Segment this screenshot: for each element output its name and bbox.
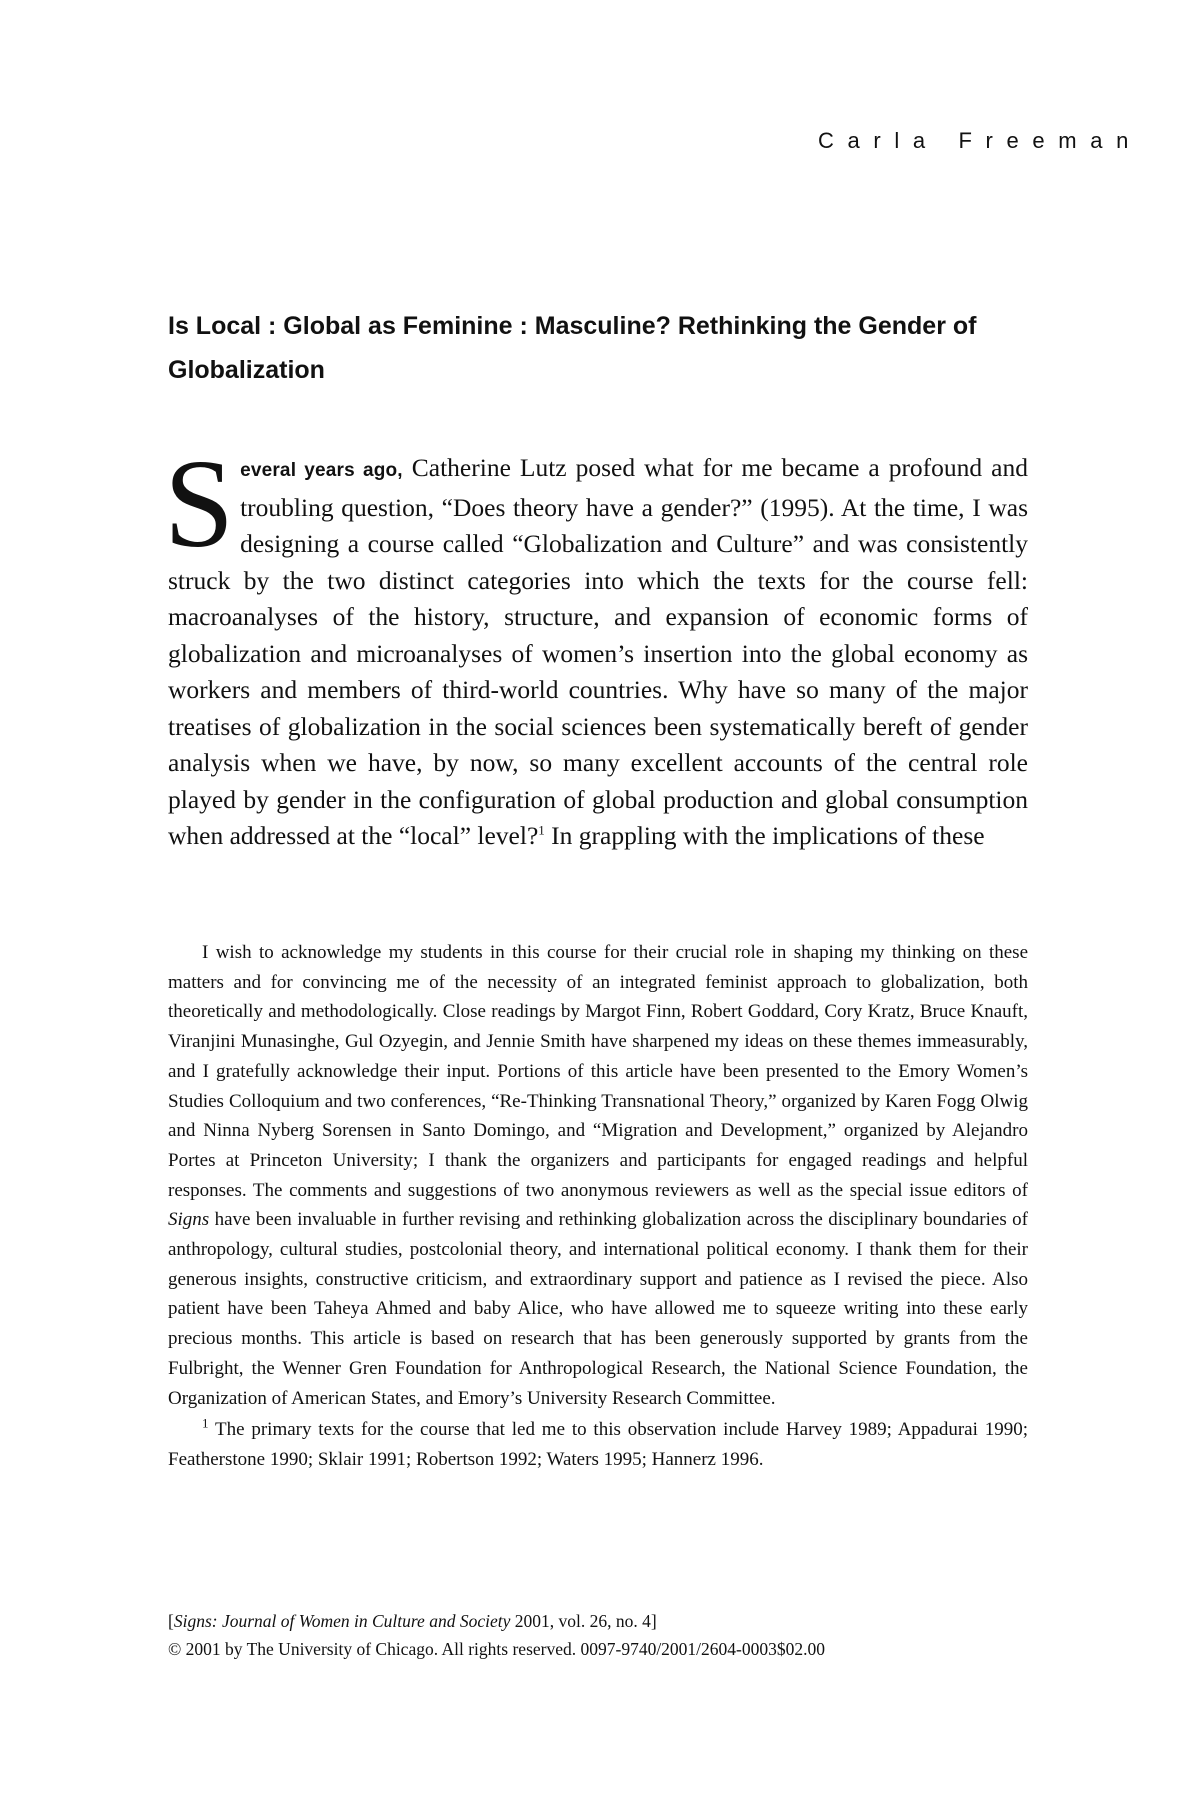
article-title: Is Local : Global as Feminine : Masculine? Rethinking the Gender of Globalization [168, 312, 977, 384]
citation-journal-name: Signs: Journal of Women in Culture and Society [173, 1611, 511, 1631]
running-head-author: Carla Freeman [817, 128, 1142, 153]
citation-details: 2001, vol. 26, no. 4] [510, 1611, 657, 1631]
acknowledgment-text: I wish to acknowledge my students in this course for their crucial role in shaping my thinking on these matters and for convincing me of the necessity of an integrated feminist approach to globalization, both theoretically and methodologically. Close readings by Margot Finn, Robert Goddard, Cory Kratz, Bruce Knauft, Viranjini Munasinghe, Gul Ozyegin, and Jennie Smith have sharpened my ideas on these themes immeasurably, and I gratefully acknowledge their input. Portions of this article have been presented to the Emory Women’s Studies Colloquium and two conferences, “Re-Thinking Transnational Theory,” organized by Karen Fogg Olwig and Ninna Nyberg Sorensen in Santo Domingo, and “Migration and Development,” organized by Alejandro Portes at Princeton University; I thank the organizers and participants for engaged readings and helpful responses. The comments and suggestions of two anonymous reviewers as well as the special issue editors of [168, 942, 1028, 1201]
footnote-1 [168, 1415, 1028, 1474]
lead-in-text: everal years ago, [240, 460, 403, 481]
body-text-continued: In grappling with the implications of these [544, 821, 985, 850]
acknowledgment-text-continued: have been invaluable in further revising and rethinking globalization across the disciplinary boundaries of anthropology, cultural studies, postcolonial theory, and international political economy. I thank them for their generous insights, constructive criticism, and extraordinary support and patience as I revised the piece. Also patient have been Taheya Ahmed and baby Alice, who have allowed me to squeeze writing into these early precious months. This article is based on research that has been generously supported by grants from the Fulbright, the Wenner Gren Foundation for Anthropological Research, the National Science Foundation, the Organization of American States, and Emory’s University Research Committee. [168, 1209, 1028, 1409]
citation-block [168, 1607, 1028, 1663]
acknowledgment-note [168, 938, 1028, 1413]
footnotes-section [168, 938, 1028, 1475]
footnote-1-text: The primary texts for the course that led me to this observation include Harvey 1989; Appadurai 1990; Featherstone 1990; Sklair 1991; Robertson 1992; Waters 1995; Hannerz 1996. [168, 1419, 1028, 1470]
body-text: Catherine Lutz posed what for me became a profound and troubling question, “Does theory have a gender?” (1995). At the time, I was designing a course called “Globalization and Culture” and was consistently struck by the two distinct categories into which the texts for the course fell: macroanalyses of the history, structure, and expansion of economic forms of globalization and microanalyses of women’s insertion into the global economy as workers and members of third-world countries. Why have so many of the major treatises of globalization in the social sciences been systematically bereft of gender analysis when we have, by now, so many excellent accounts of the central role played by gender in the configuration of global production and global consumption when addressed at the “local” level? [168, 453, 1028, 850]
footnote-marker[interactable]: 1 [538, 822, 545, 838]
acknowledgment-journal-name: Signs [168, 1209, 210, 1231]
copyright-line: © 2001 by The University of Chicago. All rights reserved. 0097-9740/2001/2604-0003$02.00 [168, 1639, 825, 1659]
footnote-1-marker: 1 [202, 1415, 209, 1431]
drop-cap: S [164, 435, 235, 574]
citation-open-bracket: [ [168, 1611, 174, 1631]
journal-citation [168, 1607, 1028, 1635]
body-paragraph [164, 435, 1028, 855]
